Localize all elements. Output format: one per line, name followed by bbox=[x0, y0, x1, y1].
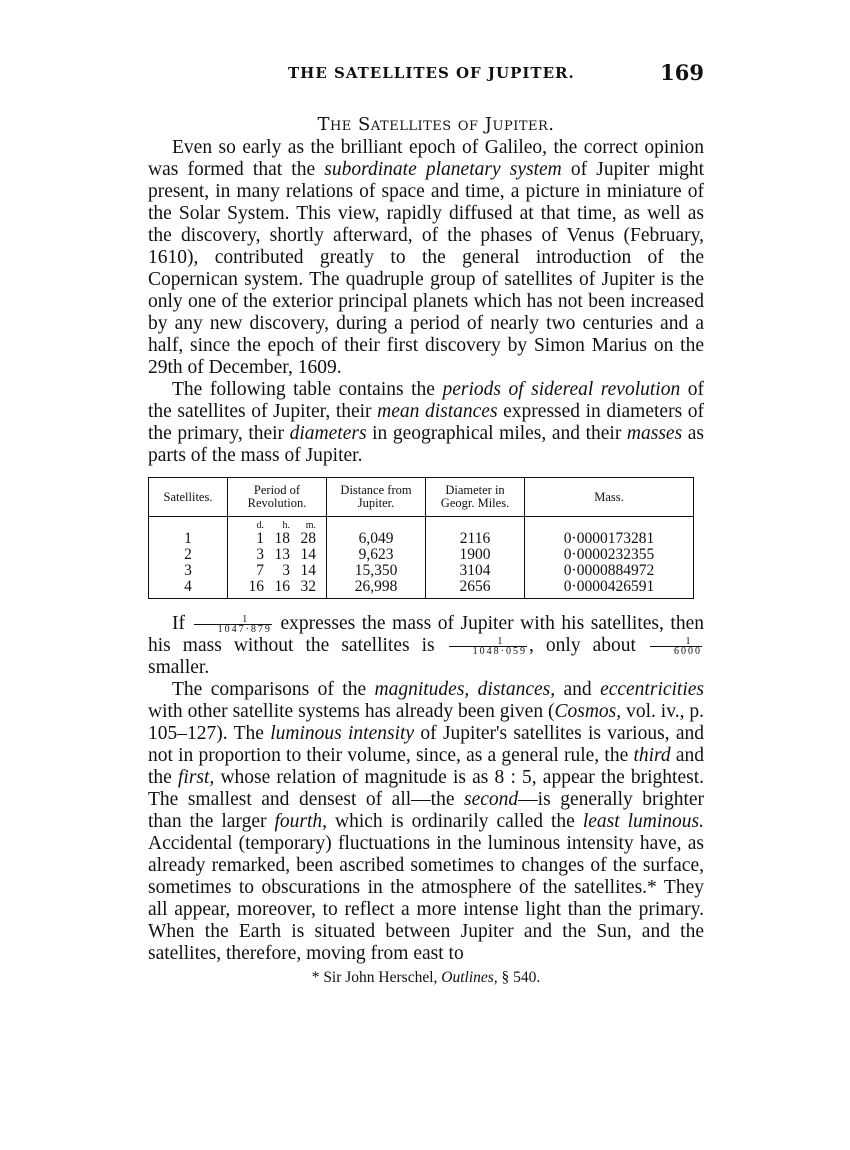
period-days: 3 bbox=[256, 546, 264, 563]
col-header-period: Period of Revolution. bbox=[228, 478, 327, 517]
italic-span: second bbox=[464, 789, 519, 810]
text-span: of Jupiter might present, in many relations of space and time, a picture in miniature of the Solar System. This view, rapidly diffused at that time, as well as the discovery, shortly afterward, of the phases of Venus (February, 1610), contributed greatly to the general introduction of the Copernican system. The quadruple group of satellites of Jupiter is the only one of the exterior principal planets which has not been increased by any new discovery, during a period of nearly two centuries and a half, since the epoch of their first discovery by Simon Marius on the 29th of December, 1609. bbox=[148, 159, 705, 378]
running-head-title: THE SATELLITES OF JUPITER. bbox=[288, 64, 575, 82]
text-span: whose relation of magnitude is as 8 : 5, appear the brightest. The smallest and densest of all—the bbox=[148, 767, 704, 810]
empty-cell bbox=[525, 517, 694, 532]
italic-span: Outlines, bbox=[441, 969, 498, 986]
text-span: with other satellite systems has already been given ( bbox=[148, 701, 555, 722]
col-header-satellites: Satellites. bbox=[149, 478, 228, 517]
table-row bbox=[149, 563, 694, 579]
paragraph-1 bbox=[148, 137, 704, 379]
satellites-table bbox=[148, 477, 694, 599]
units-cell bbox=[228, 517, 327, 532]
page bbox=[148, 60, 704, 987]
units-row bbox=[149, 517, 694, 532]
text-span: in geographical miles, and their bbox=[366, 423, 627, 444]
text-span: expresses the mass of Jupiter with his satellites, then his mass without the satellites is bbox=[148, 613, 704, 656]
fraction-denominator: 1047·879 bbox=[217, 624, 272, 636]
running-head bbox=[148, 60, 704, 92]
cell-diameter: 3104 bbox=[426, 563, 525, 579]
paragraph-2 bbox=[148, 379, 704, 467]
cell-mass: 0·0000426591 bbox=[525, 579, 694, 599]
period-hours: 3 bbox=[282, 562, 290, 579]
italic-span: masses bbox=[626, 423, 683, 444]
unit-hours: h. bbox=[282, 520, 290, 531]
cell-distance: 6,049 bbox=[327, 531, 426, 547]
italic-span: fourth, bbox=[274, 811, 328, 832]
fraction-numerator: 1 bbox=[449, 637, 527, 647]
text-span: as parts of the mass of Jupiter. bbox=[148, 423, 704, 466]
italic-span: first, bbox=[177, 767, 215, 788]
period-days: 1 bbox=[256, 530, 264, 547]
empty-cell bbox=[327, 517, 426, 532]
fraction-difference bbox=[650, 637, 702, 656]
text-span: and the bbox=[148, 745, 705, 788]
italic-span: magnitudes, distances, bbox=[374, 679, 556, 700]
text-span: which is ordinarily called the bbox=[327, 811, 583, 832]
table-row bbox=[149, 579, 694, 599]
cell-mass: 0·0000173281 bbox=[525, 531, 694, 547]
paragraph-3 bbox=[148, 613, 704, 679]
period-days: 16 bbox=[248, 578, 264, 595]
cell-mass: 0·0000232355 bbox=[525, 547, 694, 563]
italic-span: Cosmos, bbox=[554, 701, 622, 722]
period-minutes: 32 bbox=[300, 578, 316, 595]
period-days: 7 bbox=[256, 562, 264, 579]
cell-period bbox=[228, 563, 327, 579]
italic-span: third bbox=[633, 745, 671, 766]
unit-days: d. bbox=[256, 520, 264, 531]
empty-cell bbox=[426, 517, 525, 532]
table-row bbox=[149, 531, 694, 547]
text-span: expressed in diameters of the primary, their bbox=[148, 401, 704, 444]
section-title: The Satellites of Jupiter. bbox=[317, 114, 555, 135]
fraction-numerator: 1 bbox=[194, 615, 272, 625]
cell-distance: 9,623 bbox=[327, 547, 426, 563]
cell-diameter: 1900 bbox=[426, 547, 525, 563]
text-span: vol. iv., p. 105–127). The bbox=[148, 701, 704, 744]
italic-span: diameters bbox=[289, 423, 367, 444]
fraction-denominator: 6000 bbox=[674, 646, 702, 658]
text-span: smaller. bbox=[148, 657, 210, 678]
cell-satellite: 1 bbox=[149, 531, 228, 547]
cell-period bbox=[228, 579, 327, 599]
text-span: Accidental (temporary) fluctuations in the luminous intensity have, as already remarked, been ascribed sometimes to changes of the surface, sometimes to obscurations in the atmosphere of the satellites.* They all appear, moreover, to reflect a more intense light than the primary. When the Earth is situated between Jupiter and the Sun, and the satellites, therefore, moving from east to bbox=[148, 833, 704, 964]
col-header-diameter: Diameter in Geogr. Miles. bbox=[426, 478, 525, 517]
text-span: Even so early as the brilliant epoch of Galileo, the correct opinion was formed that the bbox=[148, 137, 704, 180]
col-header-mass: Mass. bbox=[525, 478, 694, 517]
italic-span: subordinate planetary system bbox=[324, 159, 562, 180]
table-header-row bbox=[149, 478, 694, 517]
period-minutes: 14 bbox=[300, 546, 316, 563]
italic-span: luminous intensity bbox=[270, 723, 415, 744]
fraction-total-mass bbox=[194, 615, 272, 634]
cell-diameter: 2116 bbox=[426, 531, 525, 547]
text-span: The comparisons of the bbox=[172, 679, 375, 700]
italic-span: mean distances bbox=[377, 401, 498, 422]
italic-span: periods of sidereal revolution bbox=[442, 379, 681, 400]
fraction-denominator: 1048·059 bbox=[472, 646, 527, 658]
period-hours: 18 bbox=[274, 530, 290, 547]
text-span: § 540. bbox=[497, 969, 541, 986]
table-row bbox=[149, 547, 694, 563]
text-span: of the satellites of Jupiter, their bbox=[148, 379, 704, 422]
fraction-planet-mass bbox=[449, 637, 527, 656]
cell-distance: 26,998 bbox=[327, 579, 426, 599]
period-minutes: 28 bbox=[300, 530, 316, 547]
text-span: The following table contains the bbox=[172, 379, 443, 400]
cell-diameter: 2656 bbox=[426, 579, 525, 599]
cell-satellite: 4 bbox=[149, 579, 228, 599]
paragraph-4 bbox=[148, 679, 704, 965]
text-span: —is generally brighter than the larger bbox=[148, 789, 705, 832]
period-minutes: 14 bbox=[300, 562, 316, 579]
unit-minutes: m. bbox=[305, 520, 316, 531]
cell-satellite: 3 bbox=[149, 563, 228, 579]
fraction-numerator: 1 bbox=[650, 637, 702, 647]
text-span: If bbox=[172, 613, 192, 634]
cell-mass: 0·0000884972 bbox=[525, 563, 694, 579]
period-hours: 16 bbox=[274, 578, 290, 595]
italic-span: eccentricities bbox=[600, 679, 705, 700]
text-span: and bbox=[555, 679, 601, 700]
italic-span: least luminous. bbox=[582, 811, 704, 832]
cell-period bbox=[228, 547, 327, 563]
empty-cell bbox=[149, 517, 228, 532]
footnote bbox=[148, 969, 704, 987]
col-header-distance: Distance from Jupiter. bbox=[327, 478, 426, 517]
text-span: , only about bbox=[529, 635, 648, 656]
text-span: of Jupiter's satellites is various, and not in proportion to their volume, since, as a general rule, the bbox=[148, 723, 705, 766]
page-number: 169 bbox=[660, 60, 704, 85]
text-span: * Sir John Herschel, bbox=[311, 969, 442, 986]
cell-satellite: 2 bbox=[149, 547, 228, 563]
cell-period bbox=[228, 531, 327, 547]
period-hours: 13 bbox=[274, 546, 290, 563]
cell-distance: 15,350 bbox=[327, 563, 426, 579]
